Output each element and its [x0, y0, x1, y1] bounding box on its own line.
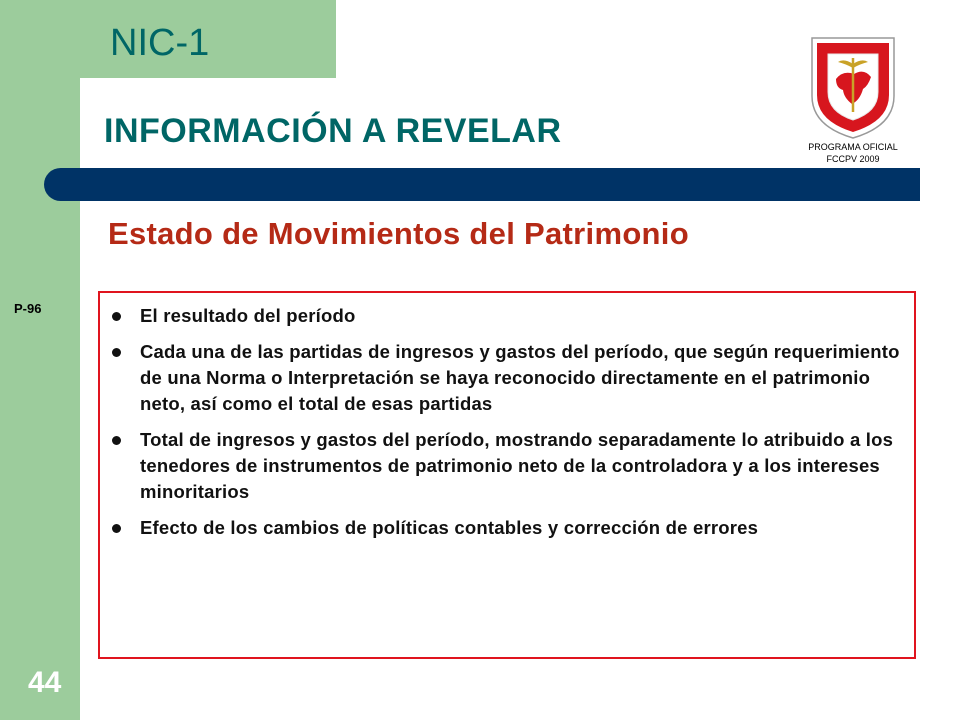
bullet-item [140, 339, 904, 417]
bullet-item [140, 303, 904, 329]
logo-caption-line2: FCCPV 2009 [826, 154, 880, 164]
bullet-text: Cada una de las partidas de ingresos y gastos del período, que según requerimiento de una Norma o Interpretación se haya reconocido directamente en el patrimonio neto, así como el total de esas partidas [140, 341, 900, 414]
logo-caption-line1: PROGRAMA OFICIAL [808, 142, 898, 152]
logo-caption [790, 141, 916, 165]
bullet-text: El resultado del período [140, 305, 356, 326]
bullet-item [140, 427, 904, 505]
left-green-band [0, 0, 80, 720]
nic-title: NIC-1 [110, 22, 210, 64]
main-heading: INFORMACIÓN A REVELAR [104, 112, 562, 150]
title-divider-bar [44, 168, 920, 201]
bullet-item [140, 515, 904, 541]
bullet-list [100, 293, 914, 541]
bullet-dot-icon [112, 524, 121, 533]
bullet-dot-icon [112, 436, 121, 445]
bullet-text: Total de ingresos y gastos del período, mostrando separadamente lo atribuido a los tenedores de instrumentos de patrimonio neto de la controladora y a los intereses minoritarios [140, 429, 894, 502]
bullet-dot-icon [112, 348, 121, 357]
slide-number: 44 [28, 666, 62, 699]
bullet-dot-icon [112, 312, 121, 321]
logo-top-label-band [820, 44, 886, 52]
page-reference: P-96 [14, 301, 42, 316]
content-box [98, 291, 916, 659]
bullet-text: Efecto de los cambios de políticas contables y corrección de errores [140, 517, 759, 538]
fccpv-logo [808, 34, 898, 140]
section-subheading: Estado de Movimientos del Patrimonio [108, 216, 689, 251]
